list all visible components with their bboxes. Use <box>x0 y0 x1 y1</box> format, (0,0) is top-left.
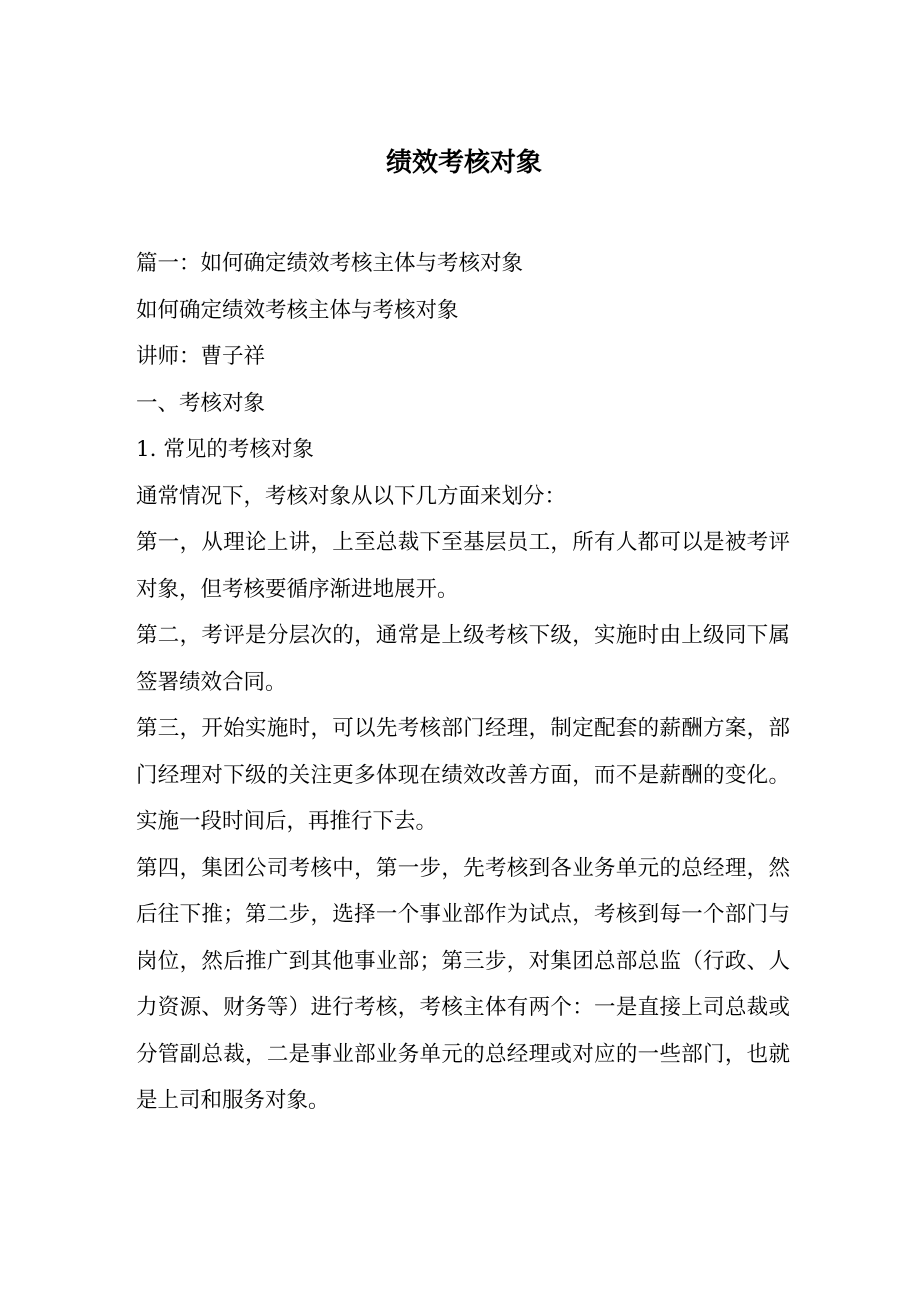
paragraph-subtitle: 如何确定绩效考核主体与考核对象 <box>136 297 459 323</box>
paragraph-first: 第一，从理论上讲，上至总裁下至基层员工，所有人都可以是被考评对象，但考核要循序渐进地展开。 <box>136 530 790 602</box>
subsection-heading: 1. 常见的考核对象 <box>136 437 314 462</box>
paragraph-intro: 通常情况下，考核对象从以下几方面来划分： <box>136 483 567 509</box>
paragraph-fourth: 第四，集团公司考核中，第一步，先考核到各业务单元的总经理，然后往下推；第二步，选择一个事业部作为试点，考核到每一个部门与岗位，然后推广到其他事业部；第三步，对集团总部总监（行政、人力资源、财务等）进行考核，考核主体有两个：一是直接上司总裁或分管副总裁，二是事业部业务单元的总经理或对应的一些部门，也就是上司和服务对象。 <box>136 855 790 1113</box>
paragraph-article-heading: 篇一：如何确定绩效考核主体与考核对象 <box>136 251 524 276</box>
paragraph-third: 第三，开始实施时，可以先考核部门经理，制定配套的薪酬方案，部门经理对下级的关注更多体现在绩效改善方面，而不是薪酬的变化。实施一段时间后，再推行下去。 <box>136 716 790 834</box>
document-title: 绩效考核对象 <box>385 148 542 178</box>
paragraph-lecturer: 讲师：曹子祥 <box>136 344 266 369</box>
section-heading: 一、考核对象 <box>136 390 266 416</box>
document-body <box>136 241 790 1125</box>
paragraph-second: 第二，考评是分层次的，通常是上级考核下级，实施时由上级同下属签署绩效合同。 <box>136 623 790 695</box>
